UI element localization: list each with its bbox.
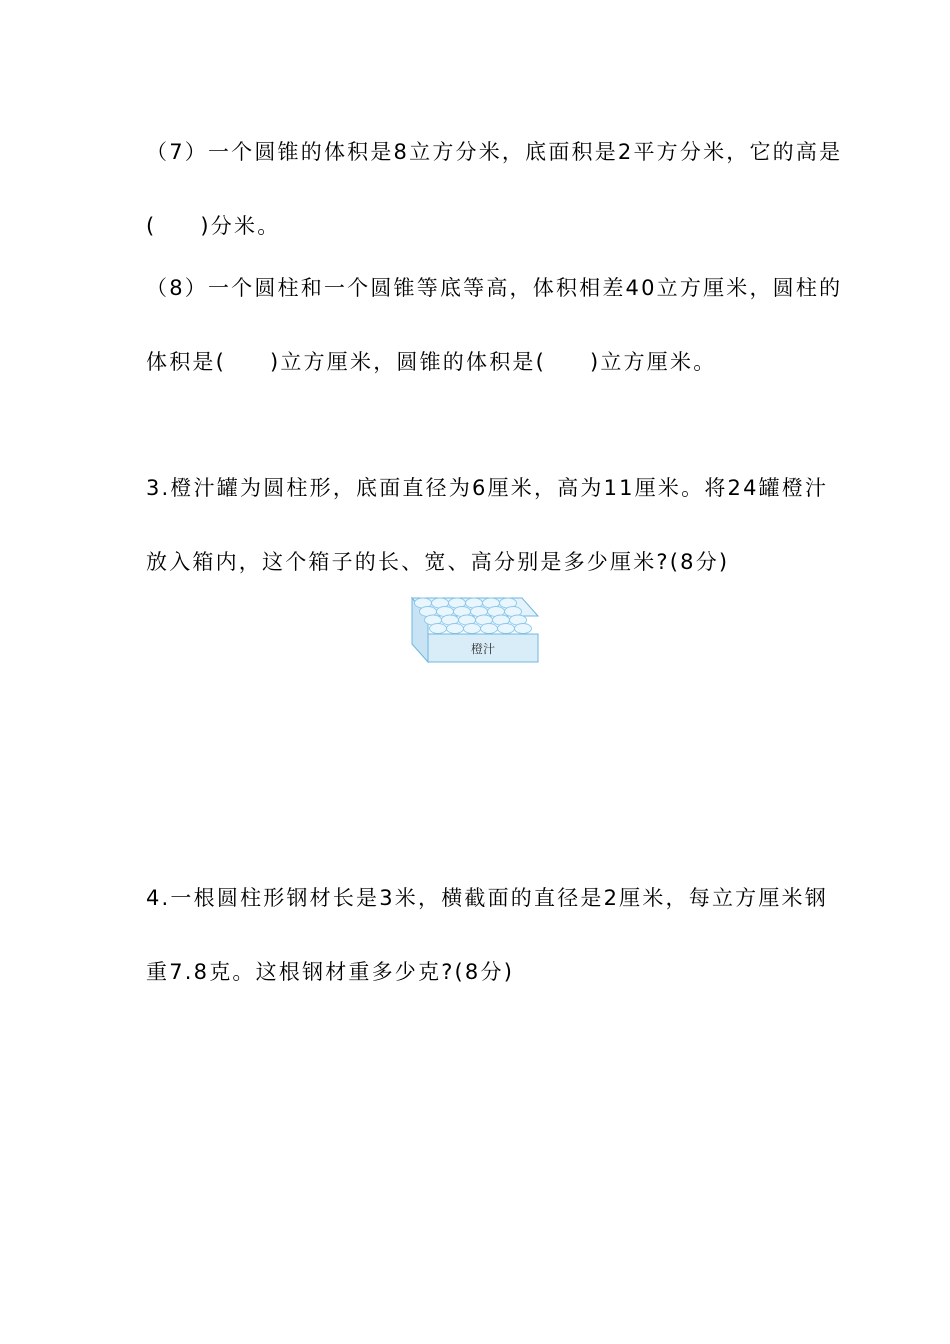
- juice-box-figure: [408, 596, 540, 664]
- q8-line-1: （8）一个圆柱和一个圆锥等底等高，体积相差40立方厘米，圆柱的: [146, 276, 843, 300]
- can-top: [481, 624, 498, 634]
- q8-line-2: [146, 347, 716, 377]
- can-top: [430, 624, 447, 634]
- q8-part-c: )立方厘米。: [590, 350, 717, 374]
- can-top: [464, 624, 481, 634]
- q3-line-1: 3.橙汁罐为圆柱形，底面直径为6厘米，高为11厘米。将24罐橙汁: [146, 476, 829, 500]
- q8-part-a: 体积是(: [146, 350, 226, 374]
- q8-part-b: )立方厘米，圆锥的体积是(: [270, 350, 546, 374]
- q3-line-2: 放入箱内，这个箱子的长、宽、高分别是多少厘米?(8分): [146, 550, 730, 574]
- q7-line-2: [146, 211, 280, 241]
- can-top: [515, 624, 532, 634]
- q7-line-2-rest: )分米。: [200, 214, 281, 238]
- q7-line-1: （7）一个圆锥的体积是8立方分米，底面积是2平方分米，它的高是: [146, 140, 843, 164]
- can-top: [447, 624, 464, 634]
- can-top: [498, 624, 515, 634]
- q7-open-paren: (: [146, 214, 157, 238]
- q4-line-1: 4.一根圆柱形钢材长是3米，横截面的直径是2厘米，每立方厘米钢: [146, 886, 828, 910]
- box-label: 橙汁: [470, 642, 496, 656]
- q4-line-2: 重7.8克。这根钢材重多少克?(8分): [146, 960, 515, 984]
